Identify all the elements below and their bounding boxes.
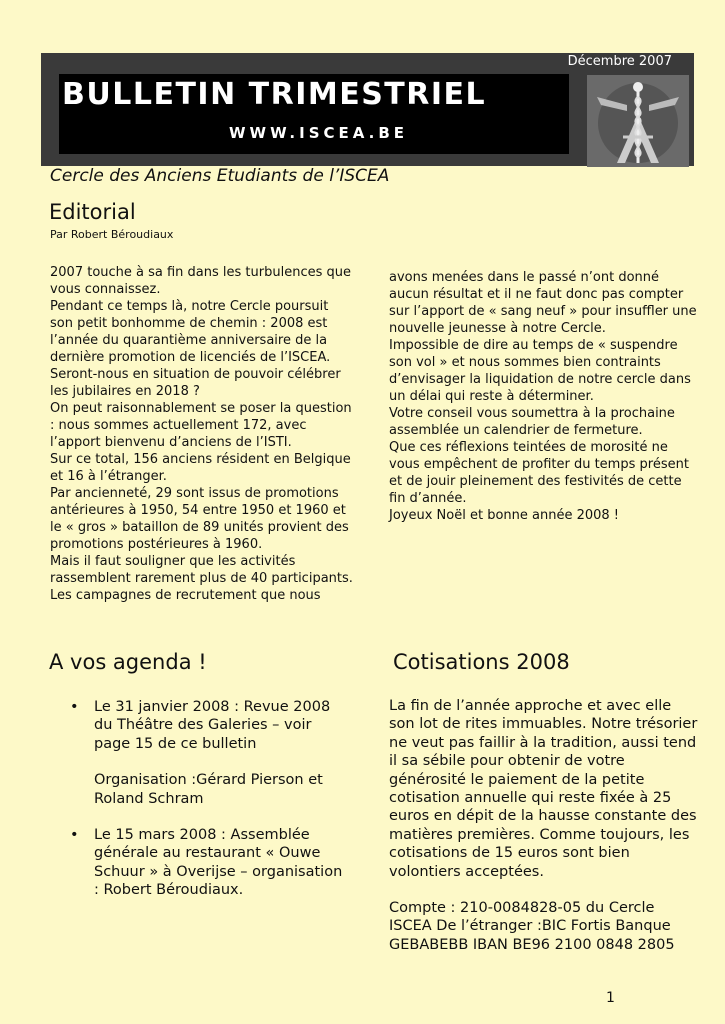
paragraph: Que ces réflexions teintées de morosité ne vous empêchent de profiter du temps présent et de jouir pleinement des festivités de cette fin d’année. bbox=[389, 440, 689, 506]
cotisations-heading: Cotisations 2008 bbox=[393, 650, 570, 674]
website-url: WWW.ISCEA.BE bbox=[229, 124, 409, 142]
paragraph: Mais il faut souligner que les activités rassemblent rarement plus de 40 participants. bbox=[50, 554, 353, 586]
bulletin-title: BULLETIN TRIMESTRIEL bbox=[62, 77, 487, 112]
paragraph: Joyeux Noël et bonne année 2008 ! bbox=[389, 508, 620, 523]
subtitle: Cercle des Anciens Etudiants de l’ISCEA bbox=[50, 166, 390, 186]
editorial-column-2 bbox=[389, 269, 699, 524]
issue-date: Décembre 2007 bbox=[567, 54, 672, 69]
agenda-heading: A vos agenda ! bbox=[49, 650, 207, 674]
paragraph: La fin de l’année approche et avec elle son lot de rites immuables. Notre trésorier ne veut pas faillir à la tradition, aussi tend il sa sébile pour obtenir de votre générosité le paiement de la petite cotisation annuelle qui reste fixée à 25 euros en dépit de la hausse constante des matières premières. Comme toujours, les cotisations de 15 euros sont bien volontiers acceptées. bbox=[389, 698, 698, 880]
paragraph: 2007 touche à sa fin dans les turbulences que vous connaissez. bbox=[50, 265, 351, 297]
paragraph: Les campagnes de recrutement que nous bbox=[50, 588, 321, 603]
cotisations-body bbox=[389, 697, 701, 954]
paragraph: avons menées dans le passé n’ont donné aucun résultat et il ne faut donc pas compter sur l’apport de « sang neuf » pour insuffler une nouvelle jeunesse à notre Cercle. bbox=[389, 270, 697, 336]
agenda-item-text: Le 31 janvier 2008 : Revue 2008 du Théâtre des Galeries – voir page 15 de ce bulletin bbox=[94, 699, 331, 752]
editorial-heading: Editorial bbox=[49, 200, 136, 224]
paragraph: Impossible de dire au temps de « suspendre son vol » et nous sommes bien contraints d’envisager la liquidation de notre cercle dans un délai qui reste à déterminer. bbox=[389, 338, 691, 404]
paragraph: Par ancienneté, 29 sont issus de promotions antérieures à 1950, 54 entre 1950 et 1960 et le « gros » bataillon de 89 unités provient des promotions postérieures à 1960. bbox=[50, 486, 349, 552]
paragraph: Seront-nous en situation de pouvoir célébrer les jubilaires en 2018 ? bbox=[50, 367, 341, 399]
editorial-byline: Par Robert Béroudiaux bbox=[50, 228, 174, 241]
title-box bbox=[59, 74, 569, 154]
paragraph: Pendant ce temps là, notre Cercle poursuit son petit bonhomme de chemin : 2008 est l’année du quarantième anniversaire de la dernière promotion de licenciés de l’ISCEA. bbox=[50, 299, 331, 365]
list-item bbox=[70, 826, 350, 900]
bullet-icon: • bbox=[70, 827, 79, 844]
editorial-column-1 bbox=[50, 264, 355, 604]
list-item bbox=[70, 698, 350, 808]
bulletin-header bbox=[41, 53, 694, 166]
paragraph: Sur ce total, 156 anciens résident en Belgique et 16 à l’étranger. bbox=[50, 452, 351, 484]
page-number: 1 bbox=[606, 990, 615, 1006]
paragraph: Votre conseil vous soumettra à la prochaine assemblée un calendrier de fermeture. bbox=[389, 406, 675, 438]
agenda-item-text: Le 15 mars 2008 : Assemblée générale au restaurant « Ouwe Schuur » à Overijse – organisation : Robert Béroudiaux. bbox=[94, 827, 343, 899]
paragraph: On peut raisonnablement se poser la question : nous sommes actuellement 172, avec l’apport bienvenu d’anciens de l’ISTI. bbox=[50, 401, 352, 450]
iscea-logo-icon bbox=[587, 75, 689, 167]
bank-account: Compte : 210-0084828-05 du Cercle ISCEA De l’étranger :BIC Fortis Banque GEBABEBB IBAN BE96 2100 0848 2805 bbox=[389, 900, 675, 953]
agenda-list bbox=[70, 698, 350, 918]
bullet-icon: • bbox=[70, 699, 79, 715]
agenda-item-organisation: Organisation :Gérard Pierson et Roland Schram bbox=[94, 772, 323, 807]
